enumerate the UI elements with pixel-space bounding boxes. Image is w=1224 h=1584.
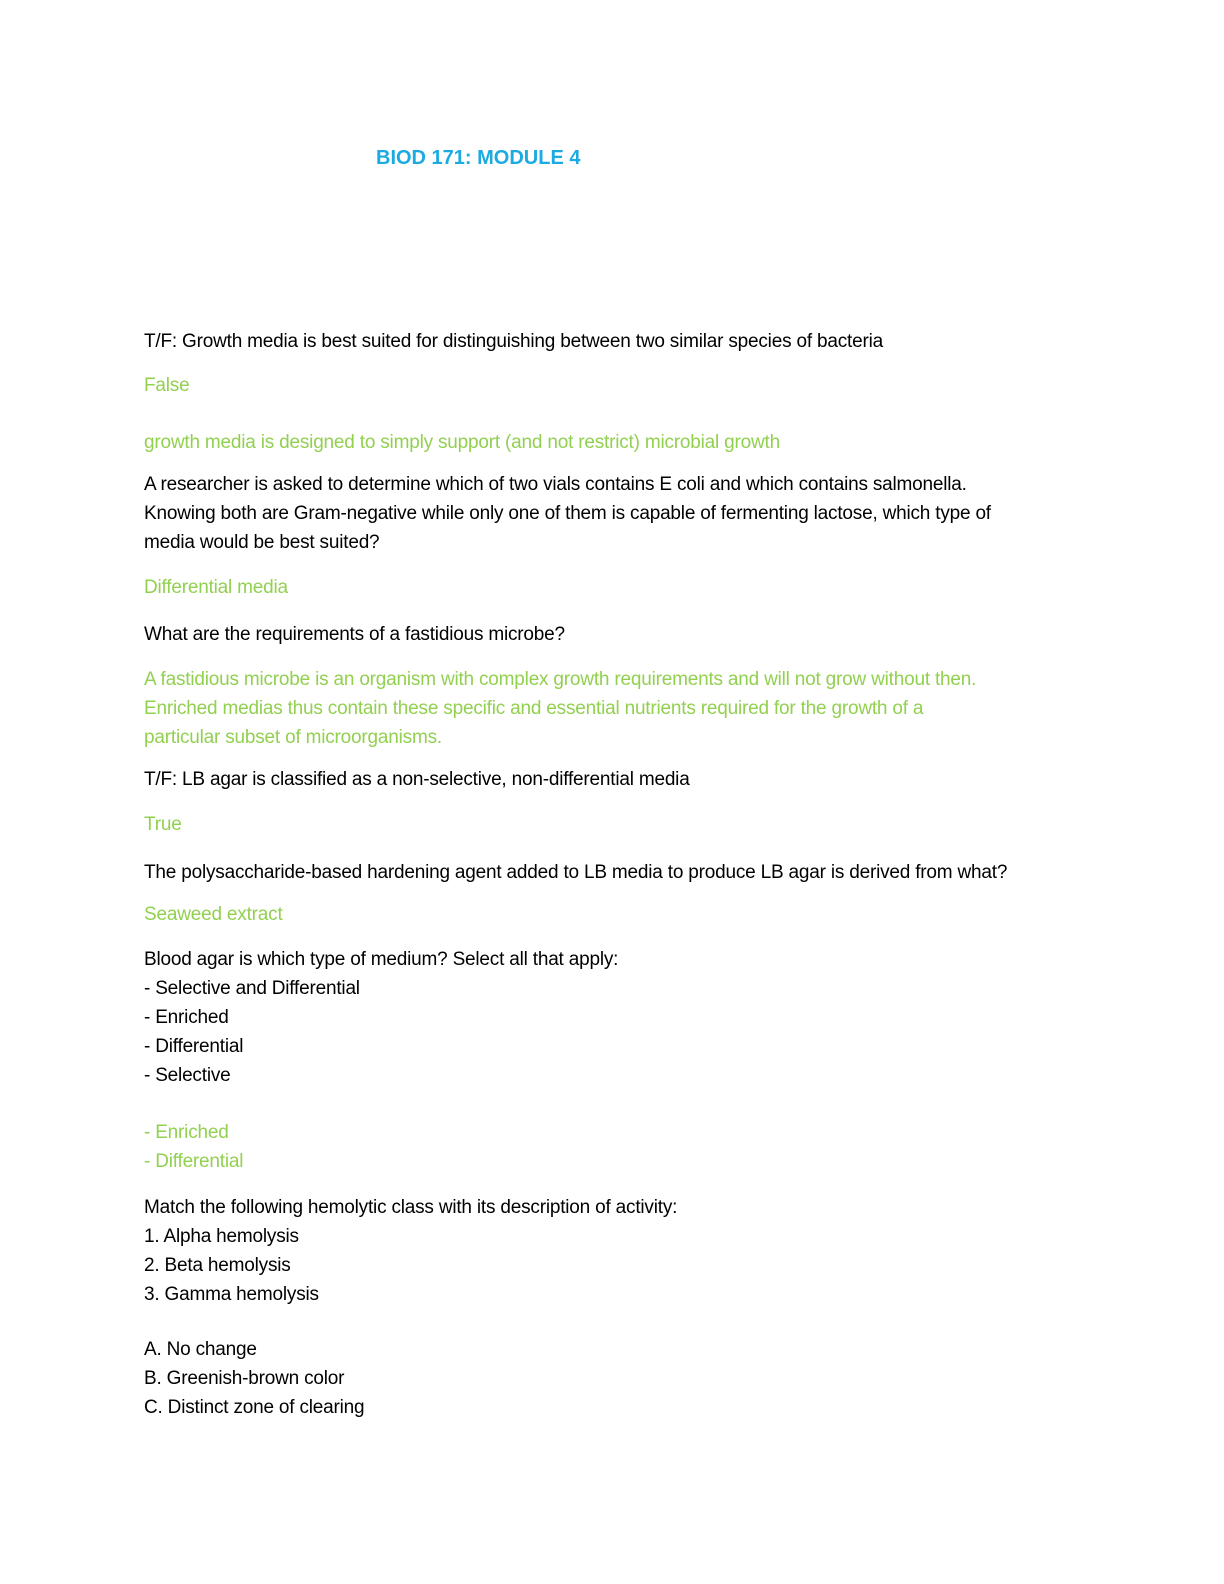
question-line: The polysaccharide-based hardening agent added to LB media to produce LB agar is derived from what? <box>144 862 1008 883</box>
question-line: T/F: Growth media is best suited for distinguishing between two similar species of bacteria <box>144 331 883 352</box>
document-title: BIOD 171: MODULE 4 <box>376 147 581 169</box>
question-option-line: B. Greenish-brown color <box>144 1368 345 1389</box>
question-line: Match the following hemolytic class with its description of activity: <box>144 1197 678 1218</box>
question-option-line: - Selective and Differential <box>144 978 360 999</box>
question-line: Blood agar is which type of medium? Select all that apply: <box>144 949 619 970</box>
question-option-line: - Selective <box>144 1065 231 1086</box>
question-option-line: 3. Gamma hemolysis <box>144 1284 319 1305</box>
question-option-line: C. Distinct zone of clearing <box>144 1397 365 1418</box>
question-block <box>144 1193 1204 1309</box>
answer-line: growth media is designed to simply support (and not restrict) microbial growth <box>144 432 780 453</box>
question-block <box>144 765 1204 794</box>
question-option-line: - Differential <box>144 1036 244 1057</box>
answer-block <box>144 428 1204 457</box>
question-option-line: - Enriched <box>144 1007 229 1028</box>
question-option-line: A. No change <box>144 1339 257 1360</box>
answer-block <box>144 573 1204 602</box>
answer-line: - Differential <box>144 1151 244 1172</box>
question-block <box>144 945 1204 1090</box>
question-line: What are the requirements of a fastidious microbe? <box>144 624 565 645</box>
question-option-line: 2. Beta hemolysis <box>144 1255 291 1276</box>
question-block <box>144 858 1204 887</box>
answer-line: Enriched medias thus contain these specific and essential nutrients required for the growth of a <box>144 698 924 719</box>
question-block <box>144 327 1204 356</box>
answer-block <box>144 665 1204 752</box>
answer-line: Differential media <box>144 577 288 598</box>
answer-block <box>144 900 1204 929</box>
answer-line: True <box>144 814 182 835</box>
question-line: Knowing both are Gram-negative while only one of them is capable of fermenting lactose, which type of <box>144 503 991 524</box>
question-line: T/F: LB agar is classified as a non-selective, non-differential media <box>144 769 690 790</box>
answer-line: Seaweed extract <box>144 904 283 925</box>
question-line: media would be best suited? <box>144 532 380 553</box>
question-block <box>144 470 1204 557</box>
answer-line: False <box>144 375 190 396</box>
answer-line: - Enriched <box>144 1122 229 1143</box>
answer-block <box>144 810 1204 839</box>
answer-block <box>144 371 1204 400</box>
question-block <box>144 1335 1204 1422</box>
answer-line: particular subset of microorganisms. <box>144 727 442 748</box>
question-line: A researcher is asked to determine which of two vials contains E coli and which contains salmonella. <box>144 474 967 495</box>
answer-block <box>144 1118 1204 1176</box>
question-block <box>144 620 1204 649</box>
question-option-line: 1. Alpha hemolysis <box>144 1226 299 1247</box>
answer-line: A fastidious microbe is an organism with complex growth requirements and will not grow without then. <box>144 669 977 690</box>
